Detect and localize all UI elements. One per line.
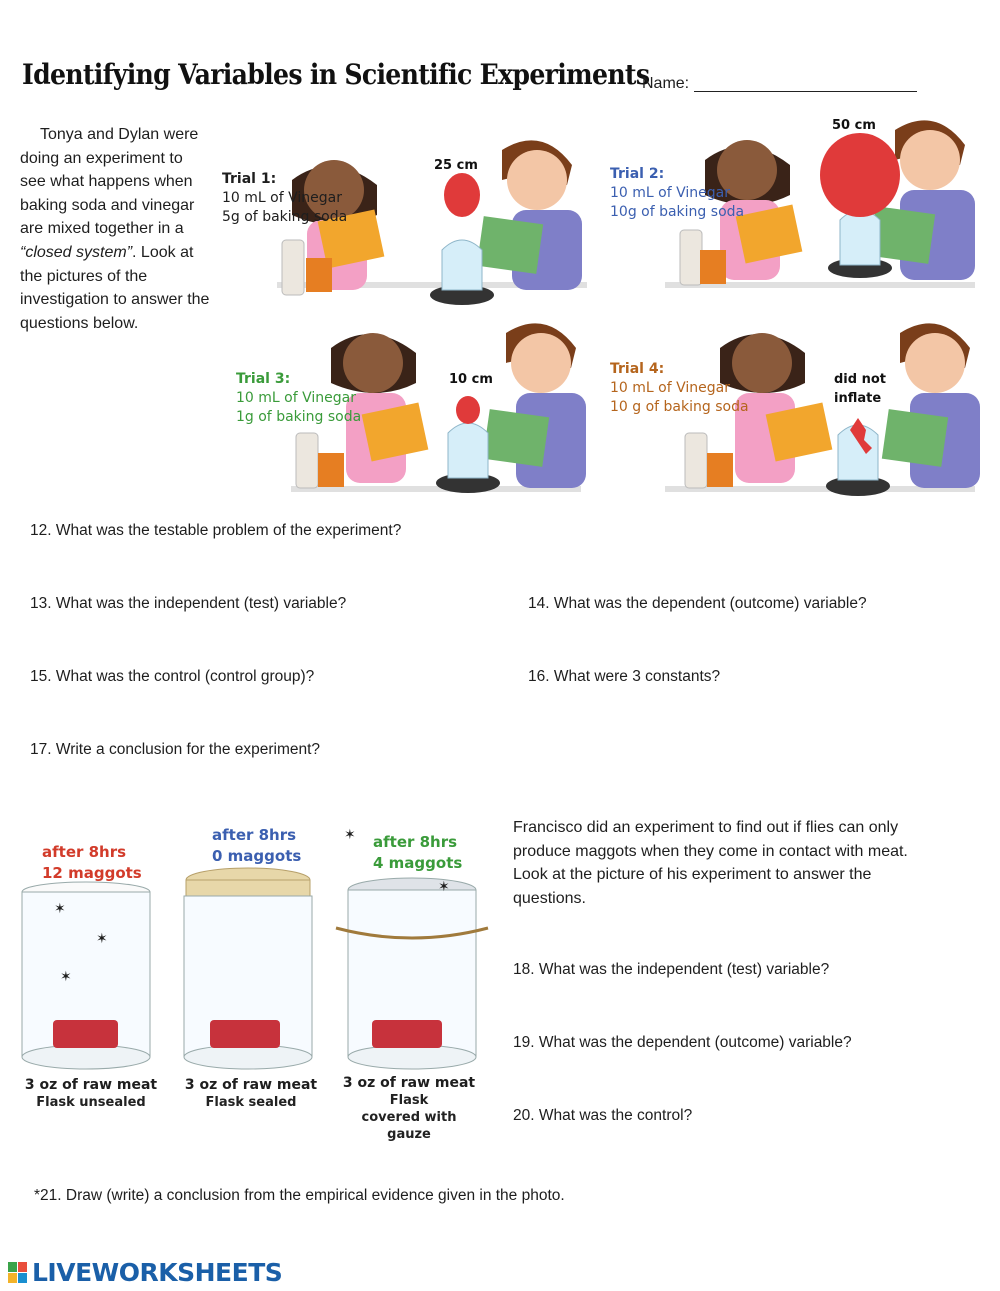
fly-icon: ✶ [96,930,108,946]
fly-icon: ✶ [60,968,72,984]
question-15: 15. What was the control (control group)? [30,668,315,685]
jar-3-state: Flask covered with gauze [361,1093,457,1142]
trial-4-result: did not inflate [834,372,886,406]
jar-3-time: after 8hrs [373,833,458,851]
intro-text-1: Tonya and Dylan were doing an experiment to see what happens when baking soda and vinegar are mixed together in a [20,126,199,238]
jar-2-meat: 3 oz of raw meat [184,1077,318,1093]
trial-2-soda: 10g of baking soda [610,204,745,220]
fly-icon: ✶ [54,900,66,916]
jar-1-meat: 3 oz of raw meat [24,1077,158,1093]
question-13: 13. What was the independent (test) variable? [30,595,347,612]
trial-1-panel [222,110,602,315]
liveworksheets-logo[interactable]: LIVEWORKSHEETS [32,1258,283,1287]
fly-experiment-illustration [18,820,498,1140]
question-20: 20. What was the control? [513,1107,693,1124]
question-16: 16. What were 3 constants? [528,668,721,685]
jar-1-maggots: 12 maggots [42,864,142,882]
trial-4-title: Trial 4: [610,361,665,377]
liveworksheets-logo-icon [8,1262,28,1284]
intro-text-2: . Look at the pictures of the investigation to answer the questions below. [20,243,210,332]
name-label: Name: [642,75,690,92]
trial-4-soda: 10 g of baking soda [610,399,749,415]
trial-1-result: 25 cm [434,158,478,173]
trial-1-title: Trial 1: [222,171,277,187]
jar-3-meat: 3 oz of raw meat [342,1075,476,1091]
jar-3-maggots: 4 maggots [373,854,463,872]
trial-1-vinegar: 10 mL of Vinegar [222,190,342,206]
question-17: 17. Write a conclusion for the experiment? [30,741,321,758]
trial-3-result: 10 cm [449,372,493,387]
jar-1-state: Flask unsealed [36,1095,146,1110]
jar-3-caption [373,832,462,874]
trial-2-vinegar: 10 mL of Vinegar [610,185,730,201]
jar-3-label [340,1075,478,1143]
trial-2-result: 50 cm [832,118,876,133]
question-19: 19. What was the dependent (outcome) variable? [513,1034,852,1051]
trial-3-label [236,370,361,427]
trial-3-soda: 1g of baking soda [236,409,362,425]
trial-3-panel [236,318,596,508]
trial-3-title: Trial 3: [236,371,291,387]
fly-paragraph: Francisco did an experiment to find out if flies can only produce maggots when they come in contact with meat. Look at the picture of his experiment to answer the questions. [513,819,908,907]
intro-paragraph [20,123,212,335]
name-field[interactable] [694,91,917,92]
question-21: *21. Draw (write) a conclusion from the empirical evidence given in the photo. [34,1187,565,1204]
jar-2-time: after 8hrs [212,826,297,844]
jar-2-maggots: 0 maggots [212,847,302,865]
trial-1-label [222,170,347,227]
trial-4-panel [610,318,990,508]
fly-icon: ✶ [344,826,356,842]
jar-2-state: Flask sealed [205,1095,297,1110]
trial-3-vinegar: 10 mL of Vinegar [236,390,356,406]
page-title: Identifying Variables in Scientific Experiments [22,58,650,91]
fly-icon: ✶ [438,878,450,894]
question-12: 12. What was the testable problem of the experiment? [30,522,402,539]
jar-1-label [22,1077,160,1111]
intro-italic: “closed system” [20,243,133,261]
trial-4-vinegar: 10 mL of Vinegar [610,380,730,396]
trial-1-soda: 5g of baking soda [222,209,348,225]
trial-2-label [610,165,744,222]
trial-2-title: Trial 2: [610,166,665,182]
jar-1-time: after 8hrs [42,843,127,861]
jar-2-label [182,1077,320,1111]
trial-4-label [610,360,749,417]
question-14: 14. What was the dependent (outcome) variable? [528,595,867,612]
jar-2-caption [212,825,301,867]
trial-2-panel [610,110,990,315]
question-18: 18. What was the independent (test) variable? [513,961,830,978]
jar-1-caption [42,842,142,884]
